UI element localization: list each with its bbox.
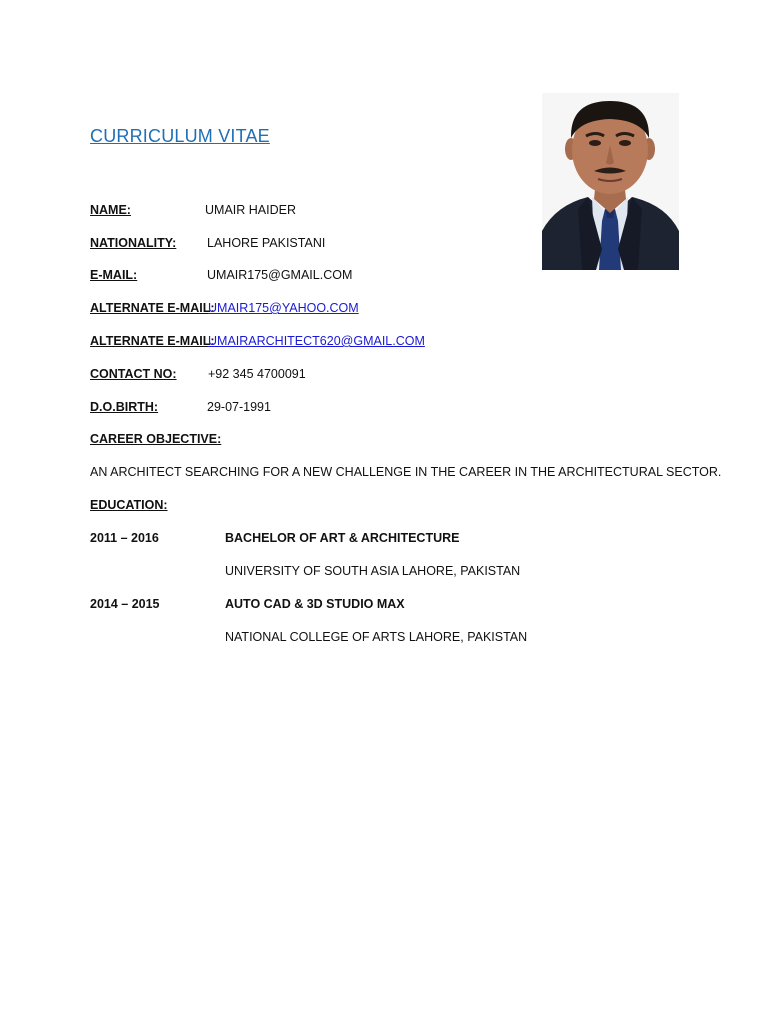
alt-email-link-2[interactable]: UMAIRARCHITECT620@GMAIL.COM bbox=[208, 334, 425, 348]
education-period-2: 2014 – 2015 bbox=[90, 597, 160, 611]
career-objective-text: AN ARCHITECT SEARCHING FOR A NEW CHALLENGE IN THE CAREER IN THE ARCHITECTURAL SECTOR. bbox=[90, 465, 722, 479]
education-institution-1: UNIVERSITY OF SOUTH ASIA LAHORE, PAKISTAN bbox=[225, 564, 521, 578]
email-value[interactable]: UMAIR175@GMAIL.COM bbox=[207, 268, 353, 282]
career-heading: CAREER OBJECTIVE: bbox=[90, 432, 222, 446]
alt-email-label-1: ALTERNATE E-MAIL: bbox=[90, 301, 215, 315]
name-label: NAME: bbox=[90, 203, 131, 217]
name-value: UMAIR HAIDER bbox=[205, 203, 296, 217]
education-institution-2: NATIONAL COLLEGE OF ARTS LAHORE, PAKISTAN bbox=[225, 630, 528, 644]
nationality-value: LAHORE PAKISTANI bbox=[207, 236, 326, 250]
email-label: E-MAIL: bbox=[90, 268, 138, 282]
document-title: CURRICULUM VITAE bbox=[90, 126, 270, 146]
profile-photo bbox=[542, 93, 679, 270]
nationality-label: NATIONALITY: bbox=[90, 236, 177, 250]
alt-email-link-1[interactable]: UMAIR175@YAHOO.COM bbox=[208, 301, 359, 315]
education-period-1: 2011 – 2016 bbox=[90, 531, 159, 545]
dob-label: D.O.BIRTH: bbox=[90, 400, 159, 414]
education-degree-2: AUTO CAD & 3D STUDIO MAX bbox=[225, 597, 405, 611]
contact-label: CONTACT NO: bbox=[90, 367, 177, 381]
contact-value: +92 345 4700091 bbox=[208, 367, 306, 381]
alt-email-label-2: ALTERNATE E-MAIL: bbox=[90, 334, 215, 348]
education-degree-1: BACHELOR OF ART & ARCHITECTURE bbox=[225, 531, 460, 545]
education-heading: EDUCATION: bbox=[90, 498, 168, 512]
dob-value: 29-07-1991 bbox=[207, 400, 271, 414]
